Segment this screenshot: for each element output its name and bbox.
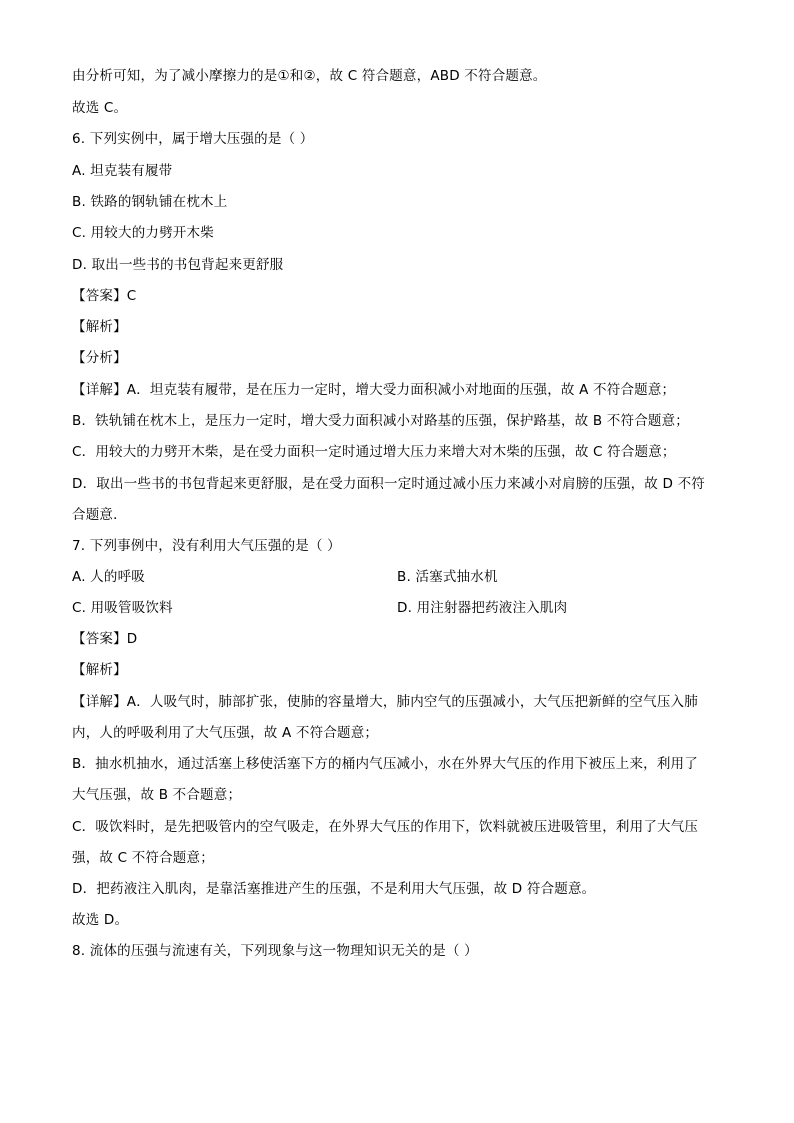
question-7-detail-line: 大气压强，故 B 不合题意； (72, 787, 242, 803)
question-6-stem: 6. 下列实例中，属于增大压强的是（ ） (72, 131, 314, 147)
question-8-stem: 8. 流体的压强与流速有关，下列现象与这一物理知识无关的是（ ） (72, 943, 478, 959)
question-7-stem: 7. 下列事例中，没有利用大气压强的是（ ） (72, 538, 341, 554)
question-6-detail-line: C．用较大的力劈开木柴，是在受力面积一定时通过增大压力来增大对木柴的压强，故 C 符合题意； (72, 444, 676, 460)
question-7-detail-line: D．把药液注入肌肉，是靠活塞推进产生的压强，不是利用大气压强，故 D 符合题意。 (72, 881, 596, 897)
question-6-option-c: C. 用较大的力劈开木柴 (72, 225, 214, 241)
question-7-detail-line: B．抽水机抽水，通过活塞上移使活塞下方的桶内气压减小，水在外界大气压的作用下被压上来，利用了 (72, 756, 698, 772)
question-6-answer: 【答案】C (72, 288, 137, 304)
question-7-detail-line: 内，人的呼吸利用了大气压强，故 A 不符合题意； (72, 725, 379, 741)
analysis-text: 由分析可知，为了减小摩擦力的是①和②，故 C 符合题意，ABD 不符合题意。 (72, 68, 547, 84)
question-7-detail-line: 【详解】A．人吸气时，肺部扩张，使肺的容量增大，肺内空气的压强减小，大气压把新鲜的空气压入肺 (72, 694, 698, 710)
question-7-option-d: D. 用注射器把药液注入肌肉 (397, 600, 568, 616)
question-6-option-b: B. 铁路的钢轨铺在枕木上 (72, 194, 228, 210)
question-7-answer: 【答案】D (72, 631, 138, 647)
question-7-option-b: B. 活塞式抽水机 (397, 569, 498, 585)
question-6-detail-line: 合题意． (72, 507, 127, 523)
question-7-detail-line: 强，故 C 不符合题意； (72, 850, 214, 866)
question-7-jiexi-label: 【解析】 (72, 662, 127, 678)
question-6-option-a: A. 坦克装有履带 (72, 163, 173, 179)
question-6-option-d: D. 取出一些书的书包背起来更舒服 (72, 257, 284, 273)
question-7-conclusion: 故选 D。 (72, 912, 129, 928)
question-6-jiexi-label: 【解析】 (72, 319, 127, 335)
question-7-detail-line: C．吸饮料时，是先把吸管内的空气吸走，在外界大气压的作用下，饮料就被压进吸管里，利用了大气压 (72, 819, 699, 835)
question-7-option-a: A. 人的呼吸 (72, 569, 145, 585)
conclusion-text: 故选 C。 (72, 100, 128, 116)
question-6-detail-line: D．取出一些书的书包背起来更舒服，是在受力面积一定时通过减小压力来减小对肩膀的压强，故 D 不符 (72, 476, 705, 492)
question-6-detail-line: 【详解】A．坦克装有履带，是在压力一定时，增大受力面积减小对地面的压强，故 A 不符合题意； (72, 382, 676, 398)
question-6-fenxi-label: 【分析】 (72, 350, 127, 366)
question-6-detail-line: B．铁轨铺在枕木上，是压力一定时，增大受力面积减小对路基的压强，保护路基，故 B 不符合题意； (72, 413, 690, 429)
question-7-option-c: C. 用吸管吸饮料 (72, 600, 173, 616)
